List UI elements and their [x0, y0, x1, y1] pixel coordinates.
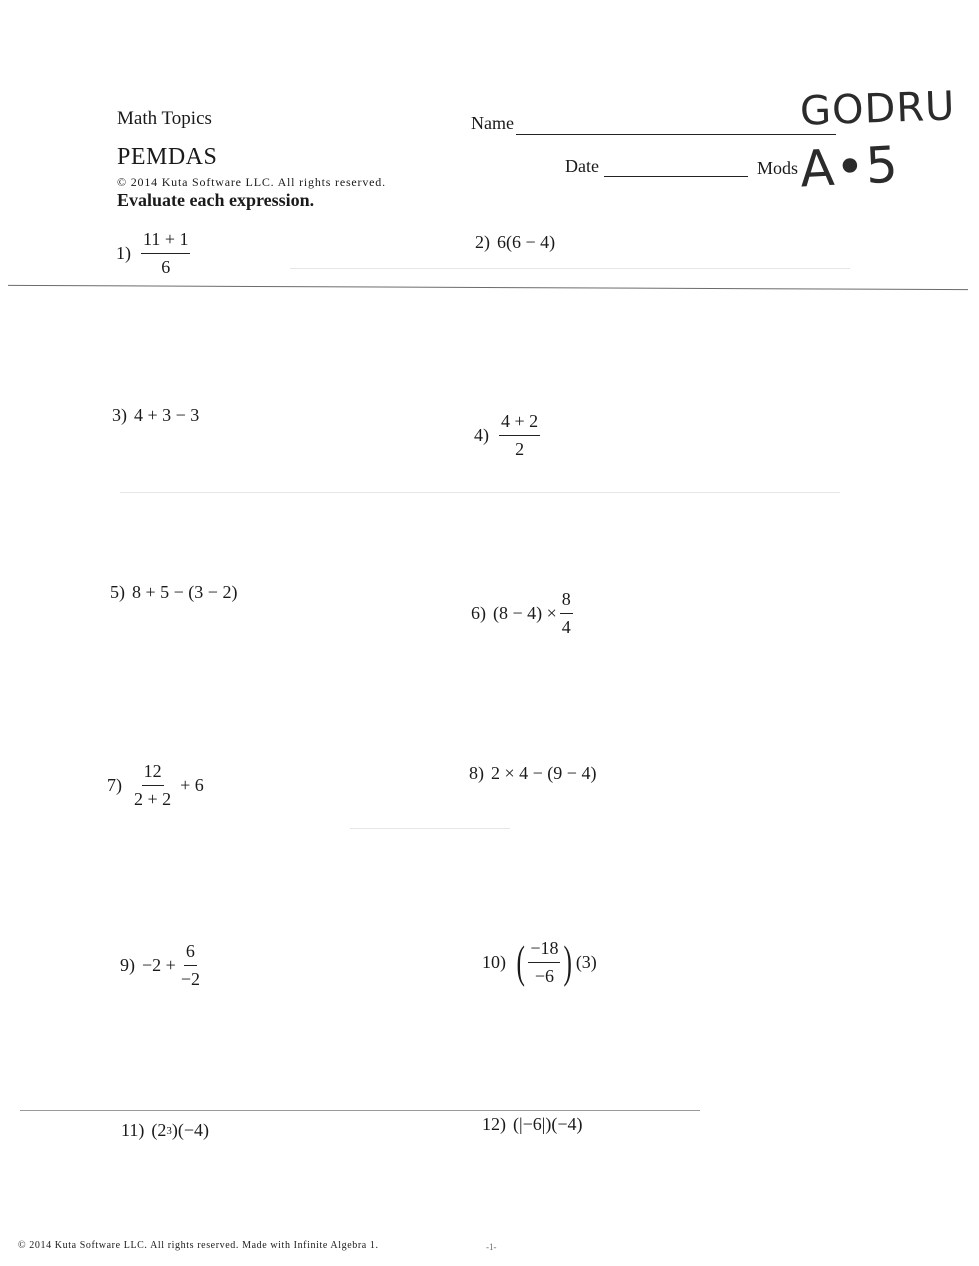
problem-2 — [475, 232, 555, 253]
numerator: −18 — [528, 937, 560, 963]
problem-number: 8) — [469, 763, 484, 783]
name-blank[interactable] — [516, 134, 836, 135]
problem-9 — [120, 940, 205, 990]
problem-1 — [116, 228, 193, 278]
problem-number: 6) — [471, 602, 486, 623]
denominator: −2 — [180, 968, 200, 989]
instructions: Evaluate each expression. — [117, 190, 315, 210]
scan-artifact-line — [20, 1110, 700, 1111]
numerator: 8 — [560, 588, 573, 614]
numerator: 6 — [184, 940, 197, 966]
scan-artifact-faint — [290, 268, 850, 269]
fraction — [179, 940, 202, 990]
problem-6 — [471, 588, 576, 638]
page-number: -1- — [486, 1242, 497, 1252]
header-copyright: © 2014 Kuta Software LLC. All rights reserved. — [117, 175, 386, 189]
expression: 6(6 − 4) — [497, 232, 556, 252]
problem-10 — [482, 937, 597, 987]
problem-11 — [121, 1120, 209, 1141]
problem-number: 10) — [482, 951, 506, 972]
problem-number: 7) — [107, 774, 122, 795]
denominator: 2 — [515, 438, 525, 459]
expression-base: (2 — [151, 1120, 167, 1140]
exponent: 3 — [166, 1124, 172, 1137]
problem-number: 5) — [110, 582, 125, 602]
expression: 2 × 4 − (9 − 4) — [491, 763, 597, 783]
numerator: 12 — [142, 760, 164, 786]
expression-rest: )(−4) — [171, 1120, 209, 1140]
problem-number: 1) — [116, 242, 131, 263]
expression: (|−6|)(−4) — [513, 1114, 583, 1134]
fraction — [499, 410, 540, 460]
problem-3 — [112, 405, 199, 426]
problem-number: 12) — [482, 1114, 506, 1134]
handwritten-mods: A•5 — [798, 135, 900, 199]
problem-5 — [110, 582, 237, 603]
fraction — [560, 588, 573, 638]
worksheet-title: PEMDAS — [117, 144, 218, 170]
scan-artifact-line — [8, 285, 968, 290]
problem-7 — [107, 760, 204, 810]
fraction — [132, 760, 173, 810]
problem-number: 11) — [121, 1120, 145, 1140]
expression-prefix: −2 + — [142, 954, 176, 975]
footer-copyright: © 2014 Kuta Software LLC. All rights reserved. Made with Infinite Algebra 1. — [18, 1240, 379, 1251]
expression-suffix: + 6 — [180, 774, 204, 795]
expression: 4 + 3 − 3 — [134, 405, 200, 425]
date-label: Date — [565, 156, 599, 176]
problem-number: 4) — [474, 424, 489, 445]
expression-suffix: (3) — [575, 951, 597, 972]
denominator: 4 — [561, 616, 571, 637]
numerator: 4 + 2 — [499, 410, 540, 436]
date-blank[interactable] — [604, 176, 748, 177]
course-title: Math Topics — [117, 108, 212, 129]
denominator: 6 — [161, 256, 171, 277]
handwritten-name: GODRU — [799, 83, 957, 135]
problem-number: 9) — [120, 954, 135, 975]
expression: 8 + 5 − (3 − 2) — [132, 582, 238, 602]
problem-12 — [482, 1114, 583, 1135]
denominator: −6 — [534, 965, 554, 986]
problem-number: 2) — [475, 232, 490, 252]
expression-prefix: (8 − 4) × — [493, 602, 557, 623]
mods-label: Mods — [757, 158, 799, 178]
fraction — [141, 228, 190, 278]
name-label: Name — [471, 113, 514, 133]
fraction — [528, 937, 560, 987]
problem-8 — [469, 763, 596, 784]
right-paren: ) — [563, 936, 573, 987]
numerator: 11 + 1 — [141, 228, 190, 254]
left-paren: ( — [516, 936, 525, 987]
problem-4 — [474, 410, 543, 460]
scan-artifact-faint — [350, 828, 510, 829]
denominator: 2 + 2 — [134, 788, 172, 809]
problem-number: 3) — [112, 405, 127, 425]
scan-artifact-faint — [120, 492, 840, 493]
